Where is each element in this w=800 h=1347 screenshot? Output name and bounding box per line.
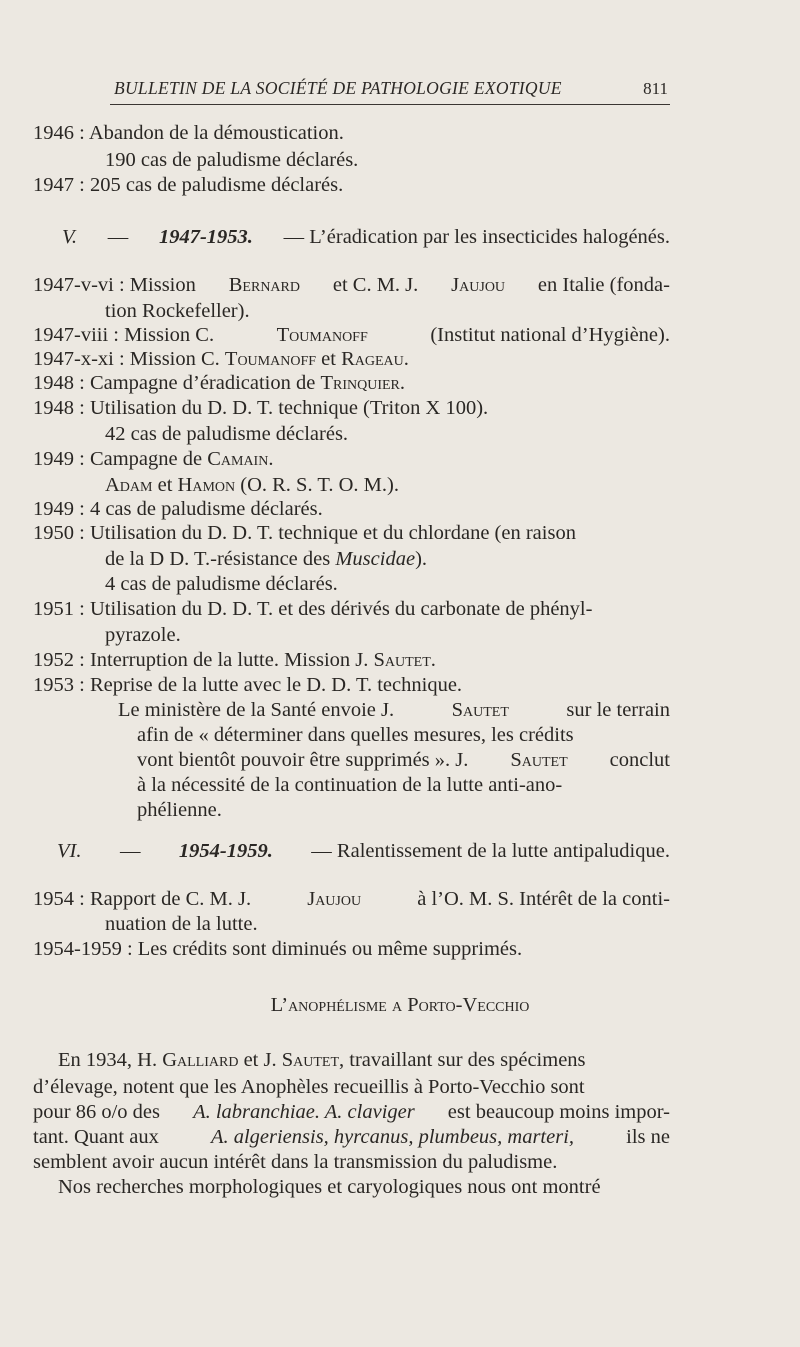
chronology-line: pyrazole.	[105, 624, 181, 646]
page-number: 811	[643, 79, 668, 98]
section-heading-v: V. — 1947-1953. — L’éradication par les insecticides halogénés.	[62, 226, 670, 248]
paragraph-line: d’élevage, notent que les Anophèles recueillis à Porto-Vecchio sont	[33, 1076, 585, 1098]
paragraph-line: pour 86 o/o des A. labranchiae. A. claviger est beaucoup moins impor-	[33, 1101, 670, 1123]
chronology-line: 1954 : Rapport de C. M. J. Jaujou à l’O. M. S. Intérêt de la conti-	[33, 888, 670, 910]
chronology-line: tion Rockefeller).	[105, 300, 250, 322]
chronology-line: 1949 : Campagne de Camain.	[33, 448, 274, 470]
chronology-line: Le ministère de la Santé envoie J. Sautet sur le terrain	[118, 699, 670, 721]
paragraph-line: Nos recherches morphologiques et caryologiques nous ont montré	[58, 1176, 601, 1198]
chronology-line: 1947 : 205 cas de paludisme déclarés.	[33, 174, 344, 196]
paragraph-line: semblent avoir aucun intérêt dans la transmission du paludisme.	[33, 1151, 558, 1173]
chronology-line: 1946 : Abandon de la démoustication.	[33, 122, 344, 144]
section-heading-vi: VI. — 1954-1959. — Ralentissement de la lutte antipaludique.	[57, 840, 670, 862]
paragraph-line: En 1934, H. Galliard et J. Sautet, travaillant sur des spécimens	[58, 1049, 586, 1071]
chronology-line: 1947-v-vi : Mission Bernard et C. M. J. Jaujou en Italie (fonda-	[33, 274, 670, 296]
chronology-line: 1952 : Interruption de la lutte. Mission J. Sautet.	[33, 649, 436, 671]
chronology-line: 1948 : Utilisation du D. D. T. technique (Triton X 100).	[33, 397, 489, 419]
journal-title: BULLETIN DE LA SOCIÉTÉ DE PATHOLOGIE EXOTIQUE	[114, 78, 562, 98]
chronology-line: 1947-x-xi : Mission C. Toumanoff et Rageau.	[33, 348, 409, 370]
chronology-line: 1948 : Campagne d’éradication de Trinquier.	[33, 372, 406, 394]
chronology-line: 190 cas de paludisme déclarés.	[105, 149, 359, 171]
chronology-line: nuation de la lutte.	[105, 913, 258, 935]
running-header	[110, 76, 670, 105]
chronology-line: phélienne.	[137, 799, 222, 821]
chronology-line: 1951 : Utilisation du D. D. T. et des dérivés du carbonate de phényl-	[33, 598, 593, 620]
chronology-line: 4 cas de paludisme déclarés.	[105, 573, 338, 595]
chronology-line: vont bientôt pouvoir être supprimés ». J. Sautet conclut	[137, 749, 670, 771]
chronology-line: 1950 : Utilisation du D. D. T. technique et du chlordane (en raison	[33, 522, 576, 544]
section-title: L’anophélisme a Porto-Vecchio	[270, 994, 530, 1016]
paragraph-line: tant. Quant aux A. algeriensis, hyrcanus, plumbeus, marteri, ils ne	[33, 1126, 670, 1148]
chronology-line: 1954-1959 : Les crédits sont diminués ou même supprimés.	[33, 938, 523, 960]
chronology-line: 1949 : 4 cas de paludisme déclarés.	[33, 498, 323, 520]
chronology-line: de la D D. T.-résistance des Muscidae).	[105, 548, 428, 570]
chronology-line: 1953 : Reprise de la lutte avec le D. D. T. technique.	[33, 674, 463, 696]
chronology-line: 42 cas de paludisme déclarés.	[105, 423, 349, 445]
chronology-line: Adam et Hamon (O. R. S. T. O. M.).	[105, 474, 399, 496]
chronology-line: afin de « déterminer dans quelles mesures, les crédits	[137, 724, 574, 746]
chronology-line: 1947-viii : Mission C. Toumanoff (Institut national d’Hygiène).	[33, 324, 670, 346]
chronology-line: à la nécessité de la continuation de la lutte anti-ano-	[137, 774, 563, 796]
